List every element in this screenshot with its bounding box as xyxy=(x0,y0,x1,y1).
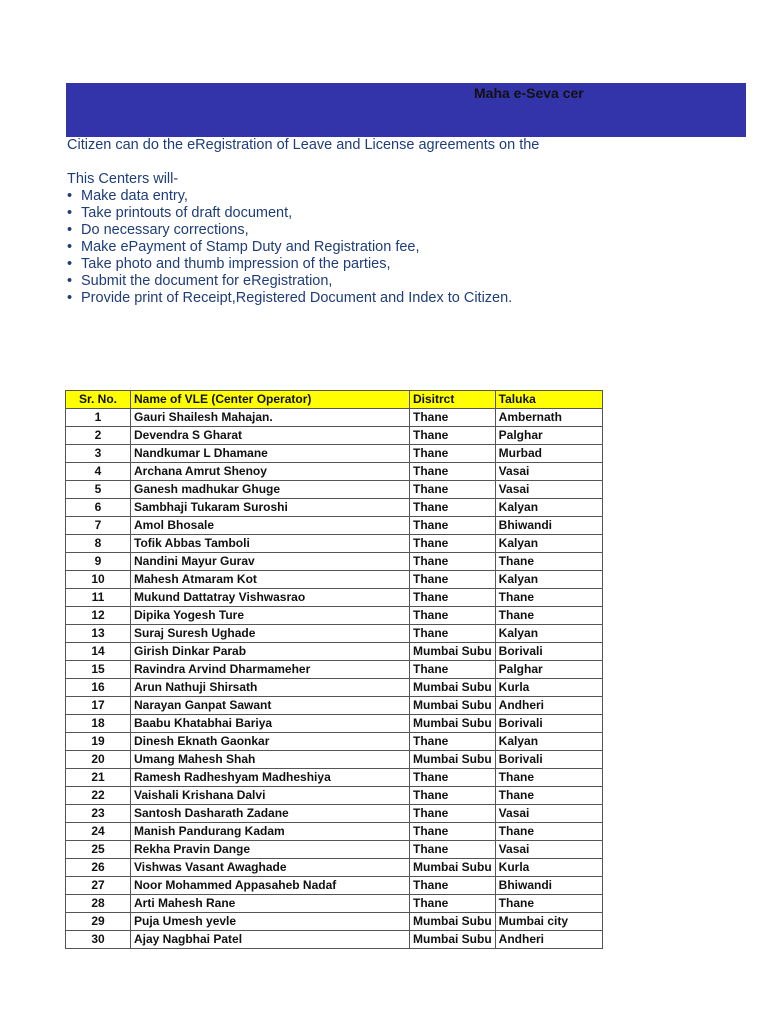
cell-vle-name: Noor Mohammed Appasaheb Nadaf xyxy=(131,877,410,895)
cell-sr-no: 11 xyxy=(66,589,131,607)
cell-taluka: Borivali xyxy=(495,715,602,733)
cell-sr-no: 3 xyxy=(66,445,131,463)
services-list xyxy=(67,188,767,307)
cell-taluka: Kalyan xyxy=(495,625,602,643)
cell-taluka: Andheri xyxy=(495,697,602,715)
table-row xyxy=(66,499,603,517)
cell-taluka: Kalyan xyxy=(495,733,602,751)
cell-district: Thane xyxy=(410,535,496,553)
cell-district: Thane xyxy=(410,607,496,625)
cell-taluka: Thane xyxy=(495,823,602,841)
vle-table xyxy=(65,390,603,949)
table-row xyxy=(66,931,603,949)
cell-taluka: Vasai xyxy=(495,481,602,499)
cell-district: Thane xyxy=(410,499,496,517)
table-row xyxy=(66,697,603,715)
table-row xyxy=(66,571,603,589)
cell-sr-no: 8 xyxy=(66,535,131,553)
cell-vle-name: Umang Mahesh Shah xyxy=(131,751,410,769)
table-row xyxy=(66,841,603,859)
cell-sr-no: 1 xyxy=(66,409,131,427)
cell-vle-name: Santosh Dasharath Zadane xyxy=(131,805,410,823)
cell-vle-name: Tofik Abbas Tamboli xyxy=(131,535,410,553)
list-item: • Take photo and thumb impression of the parties, xyxy=(67,256,767,273)
cell-taluka: Kurla xyxy=(495,859,602,877)
banner-title: Maha e-Seva cer xyxy=(474,85,584,101)
cell-sr-no: 29 xyxy=(66,913,131,931)
cell-district: Mumbai Subu xyxy=(410,859,496,877)
table-row xyxy=(66,463,603,481)
header-banner xyxy=(66,83,746,137)
cell-district: Thane xyxy=(410,841,496,859)
table-row xyxy=(66,409,603,427)
cell-sr-no: 6 xyxy=(66,499,131,517)
list-item: • Make ePayment of Stamp Duty and Registration fee, xyxy=(67,239,767,256)
cell-vle-name: Rekha Pravin Dange xyxy=(131,841,410,859)
cell-vle-name: Ganesh madhukar Ghuge xyxy=(131,481,410,499)
cell-vle-name: Arun Nathuji Shirsath xyxy=(131,679,410,697)
table-row xyxy=(66,787,603,805)
table-row xyxy=(66,553,603,571)
cell-sr-no: 22 xyxy=(66,787,131,805)
cell-vle-name: Sambhaji Tukaram Suroshi xyxy=(131,499,410,517)
cell-district: Thane xyxy=(410,571,496,589)
table-row xyxy=(66,877,603,895)
cell-sr-no: 16 xyxy=(66,679,131,697)
cell-taluka: Thane xyxy=(495,589,602,607)
cell-district: Thane xyxy=(410,895,496,913)
cell-sr-no: 27 xyxy=(66,877,131,895)
cell-district: Thane xyxy=(410,463,496,481)
cell-taluka: Vasai xyxy=(495,805,602,823)
cell-district: Thane xyxy=(410,733,496,751)
cell-taluka: Murbad xyxy=(495,445,602,463)
cell-taluka: Vasai xyxy=(495,463,602,481)
cell-vle-name: Ramesh Radheshyam Madheshiya xyxy=(131,769,410,787)
cell-district: Thane xyxy=(410,517,496,535)
cell-district: Thane xyxy=(410,409,496,427)
cell-taluka: Thane xyxy=(495,895,602,913)
cell-taluka: Bhiwandi xyxy=(495,517,602,535)
cell-district: Thane xyxy=(410,805,496,823)
cell-vle-name: Gauri Shailesh Mahajan. xyxy=(131,409,410,427)
cell-sr-no: 30 xyxy=(66,931,131,949)
cell-vle-name: Suraj Suresh Ughade xyxy=(131,625,410,643)
cell-vle-name: Puja Umesh yevle xyxy=(131,913,410,931)
list-item: • Provide print of Receipt,Registered Document and Index to Citizen. xyxy=(67,290,767,307)
cell-vle-name: Nandkumar L Dhamane xyxy=(131,445,410,463)
cell-sr-no: 20 xyxy=(66,751,131,769)
list-item: • Make data entry, xyxy=(67,188,767,205)
cell-district: Thane xyxy=(410,661,496,679)
cell-vle-name: Narayan Ganpat Sawant xyxy=(131,697,410,715)
table-row xyxy=(66,445,603,463)
cell-vle-name: Manish Pandurang Kadam xyxy=(131,823,410,841)
table-row xyxy=(66,895,603,913)
cell-vle-name: Mukund Dattatray Vishwasrao xyxy=(131,589,410,607)
cell-district: Thane xyxy=(410,481,496,499)
cell-sr-no: 13 xyxy=(66,625,131,643)
cell-district: Thane xyxy=(410,877,496,895)
cell-sr-no: 4 xyxy=(66,463,131,481)
cell-vle-name: Girish Dinkar Parab xyxy=(131,643,410,661)
cell-sr-no: 19 xyxy=(66,733,131,751)
cell-taluka: Kalyan xyxy=(495,571,602,589)
table-row xyxy=(66,805,603,823)
table-row xyxy=(66,643,603,661)
cell-sr-no: 10 xyxy=(66,571,131,589)
table-row xyxy=(66,625,603,643)
intro-lead: Citizen can do the eRegistration of Leave and License agreements on the xyxy=(67,137,540,153)
table-body xyxy=(66,409,603,949)
cell-district: Thane xyxy=(410,553,496,571)
cell-taluka: Thane xyxy=(495,787,602,805)
cell-vle-name: Dipika Yogesh Ture xyxy=(131,607,410,625)
cell-vle-name: Arti Mahesh Rane xyxy=(131,895,410,913)
cell-district: Thane xyxy=(410,589,496,607)
cell-district: Thane xyxy=(410,445,496,463)
list-item: • Do necessary corrections, xyxy=(67,222,767,239)
cell-sr-no: 12 xyxy=(66,607,131,625)
cell-sr-no: 14 xyxy=(66,643,131,661)
table-row xyxy=(66,607,603,625)
cell-sr-no: 15 xyxy=(66,661,131,679)
cell-sr-no: 7 xyxy=(66,517,131,535)
table-row xyxy=(66,679,603,697)
cell-sr-no: 23 xyxy=(66,805,131,823)
cell-taluka: Kalyan xyxy=(495,535,602,553)
cell-vle-name: Devendra S Gharat xyxy=(131,427,410,445)
cell-district: Thane xyxy=(410,787,496,805)
cell-vle-name: Ravindra Arvind Dharmameher xyxy=(131,661,410,679)
spacer xyxy=(67,154,767,171)
table-row xyxy=(66,823,603,841)
cell-sr-no: 26 xyxy=(66,859,131,877)
cell-taluka: Thane xyxy=(495,553,602,571)
cell-sr-no: 9 xyxy=(66,553,131,571)
cell-taluka: Bhiwandi xyxy=(495,877,602,895)
cell-taluka: Thane xyxy=(495,607,602,625)
cell-district: Mumbai Subu xyxy=(410,913,496,931)
cell-sr-no: 5 xyxy=(66,481,131,499)
cell-taluka: Borivali xyxy=(495,643,602,661)
header-taluka: Taluka xyxy=(495,391,602,409)
cell-district: Thane xyxy=(410,823,496,841)
cell-vle-name: Archana Amrut Shenoy xyxy=(131,463,410,481)
list-heading: This Centers will- xyxy=(67,171,179,187)
cell-sr-no: 2 xyxy=(66,427,131,445)
header-sr-no: Sr. No. xyxy=(66,391,131,409)
cell-vle-name: Vaishali Krishana Dalvi xyxy=(131,787,410,805)
cell-district: Thane xyxy=(410,625,496,643)
header-vle-name: Name of VLE (Center Operator) xyxy=(131,391,410,409)
intro-section xyxy=(67,137,767,307)
cell-vle-name: Dinesh Eknath Gaonkar xyxy=(131,733,410,751)
cell-sr-no: 21 xyxy=(66,769,131,787)
cell-sr-no: 17 xyxy=(66,697,131,715)
cell-vle-name: Ajay Nagbhai Patel xyxy=(131,931,410,949)
cell-vle-name: Baabu Khatabhai Bariya xyxy=(131,715,410,733)
cell-vle-name: Mahesh Atmaram Kot xyxy=(131,571,410,589)
table-header-row xyxy=(66,391,603,409)
cell-taluka: Palghar xyxy=(495,661,602,679)
table-row xyxy=(66,481,603,499)
cell-sr-no: 25 xyxy=(66,841,131,859)
cell-district: Mumbai Subu xyxy=(410,751,496,769)
table-row xyxy=(66,733,603,751)
cell-taluka: Palghar xyxy=(495,427,602,445)
table-row xyxy=(66,589,603,607)
cell-district: Mumbai Subu xyxy=(410,931,496,949)
cell-district: Mumbai Subu xyxy=(410,715,496,733)
cell-taluka: Thane xyxy=(495,769,602,787)
table-row xyxy=(66,427,603,445)
list-item: • Take printouts of draft document, xyxy=(67,205,767,222)
table-row xyxy=(66,913,603,931)
cell-taluka: Mumbai city xyxy=(495,913,602,931)
table-row xyxy=(66,715,603,733)
table-row xyxy=(66,661,603,679)
cell-taluka: Ambernath xyxy=(495,409,602,427)
table-row xyxy=(66,751,603,769)
cell-district: Thane xyxy=(410,427,496,445)
cell-sr-no: 28 xyxy=(66,895,131,913)
cell-vle-name: Amol Bhosale xyxy=(131,517,410,535)
cell-sr-no: 24 xyxy=(66,823,131,841)
table-row xyxy=(66,517,603,535)
cell-district: Mumbai Subu xyxy=(410,679,496,697)
table-row xyxy=(66,859,603,877)
cell-taluka: Kalyan xyxy=(495,499,602,517)
cell-vle-name: Vishwas Vasant Awaghade xyxy=(131,859,410,877)
cell-taluka: Kurla xyxy=(495,679,602,697)
table-row xyxy=(66,535,603,553)
cell-taluka: Borivali xyxy=(495,751,602,769)
cell-sr-no: 18 xyxy=(66,715,131,733)
table-row xyxy=(66,769,603,787)
cell-district: Mumbai Subu xyxy=(410,643,496,661)
header-district: Disitrct xyxy=(410,391,496,409)
cell-vle-name: Nandini Mayur Gurav xyxy=(131,553,410,571)
cell-district: Thane xyxy=(410,769,496,787)
cell-taluka: Andheri xyxy=(495,931,602,949)
list-item: • Submit the document for eRegistration, xyxy=(67,273,767,290)
cell-taluka: Vasai xyxy=(495,841,602,859)
cell-district: Mumbai Subu xyxy=(410,697,496,715)
